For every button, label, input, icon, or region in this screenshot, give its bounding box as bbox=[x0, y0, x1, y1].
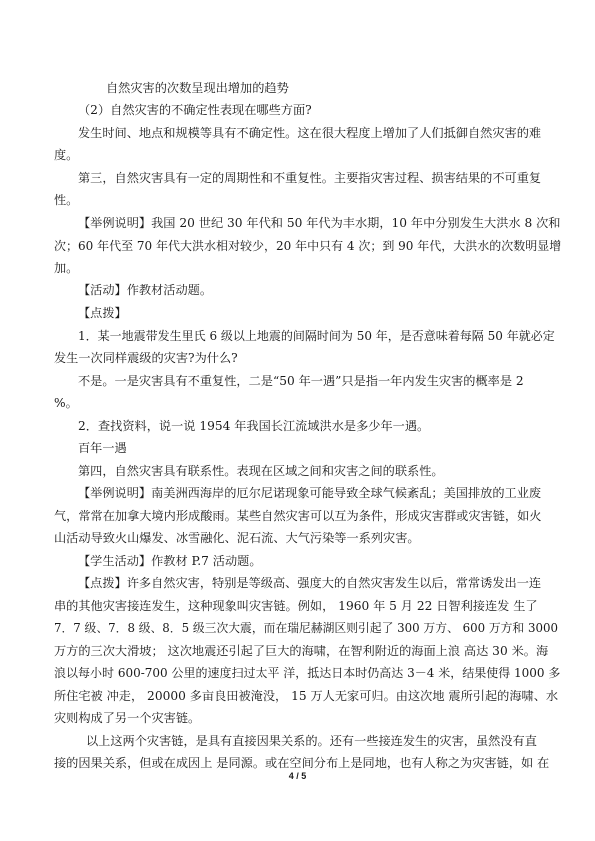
text-line: 【活动】作教材活动题。 bbox=[78, 283, 213, 297]
text-line: 1．某一地震带发生里氏 6 级以上地震的间隔时间为 50 年，是否意味着每隔 50 年就必定 bbox=[78, 329, 555, 343]
text-line: 性。 bbox=[54, 193, 79, 207]
text-line: 百年一遇 bbox=[78, 441, 127, 455]
text-line: 【学生活动】作教材 P.7 活动题。 bbox=[78, 554, 262, 568]
text-line: 加。 bbox=[54, 261, 79, 275]
page-number: 4 / 5 bbox=[288, 771, 307, 781]
text-line: 度。 bbox=[54, 148, 79, 162]
text-line: 串的其他灾害接连发生，这种现象叫灾害链。例如， 1960 年 5 月 22 日智利接连发 生了 bbox=[54, 599, 538, 613]
text-line: 2．查找资料，说一说 1954 年我国长江流域洪水是多少年一遇。 bbox=[78, 419, 430, 433]
text-line: 不是。一是灾害具有不重复性，二是“50 年一遇”只是指一年内发生灾害的概率是 2 bbox=[78, 374, 524, 388]
text-line: 第三，自然灾害具有一定的周期性和不重复性。主要指灾害过程、损害结果的不可重复 bbox=[78, 171, 542, 185]
text-line: 浪以每小时 600-700 公里的速度扫过太平 洋，抵达日本时仍高达 3－4 米，结果使得 1000 多 bbox=[54, 666, 561, 680]
text-line: 山活动导致火山爆发、冰雪融化、泥石流、大气污染等一系列灾害。 bbox=[54, 531, 420, 545]
text-line: 以上这两个灾害链，是具有直接因果关系的。还有一些接连发生的灾害，虽然没有直 bbox=[86, 734, 537, 748]
text-line: 接的因果关系，但或在成因上 是同源。或在空间分布上是同地，也有人称之为灾害链，如 在 bbox=[54, 756, 550, 770]
text-line: 灾则构成了另一个灾害链。 bbox=[54, 711, 201, 725]
text-line: 【点拨】 bbox=[78, 306, 127, 320]
text-line: 次；60 年代至 70 年代大洪水相对较少，20 年中只有 4 次；到 90 年代，大洪水的次数明显增 bbox=[54, 239, 562, 253]
text-line: 【举例说明】我国 20 世纪 30 年代和 50 年代为丰水期，10 年中分别发生大洪水 8 次和 bbox=[78, 216, 561, 230]
text-line: 7．7 级、7．8 级、8．5 级三次大震，而在瑞尼赫湖区则引起了 300 万方、 600 万方和 3000 bbox=[54, 621, 558, 635]
text-line: 万方的三次大滑坡； 这次地震还引起了巨大的海啸，在智利附近的海面上浪 高达 30 米。海 bbox=[54, 644, 549, 658]
text-line: 【举例说明】南美洲西海岸的厄尔尼诺现象可能导致全球气候紊乱；美国排放的工业废 bbox=[78, 486, 542, 500]
text-line: 自然灾害的次数呈现出增加的趋势 bbox=[106, 81, 289, 95]
text-line: 气，常常在加拿大境内形成酸雨。某些自然灾害可以互为条件，形成灾害群或灾害链，如火 bbox=[54, 509, 542, 523]
text-line: 发生一次同样震级的灾害?为什么? bbox=[54, 351, 238, 365]
text-line: 所住宅被 冲走， 20000 多亩良田被淹没， 15 万人无家可归。由这次地 震所引起的海啸、水 bbox=[54, 689, 559, 703]
text-line: %。 bbox=[54, 396, 78, 410]
text-line: 发生时间、地点和规模等具有不确定性。这在很大程度上增加了人们抵御自然灾害的难 bbox=[78, 126, 542, 140]
text-line: 第四，自然灾害具有联系性。表现在区域之间和灾害之间的联系性。 bbox=[78, 464, 444, 478]
text-line: （2）自然灾害的不确定性表现在哪些方面? bbox=[78, 103, 312, 117]
text-line: 【点拨】许多自然灾害，特别是等级高、强度大的自然灾害发生以后，常常诱发出一连 bbox=[78, 576, 542, 590]
